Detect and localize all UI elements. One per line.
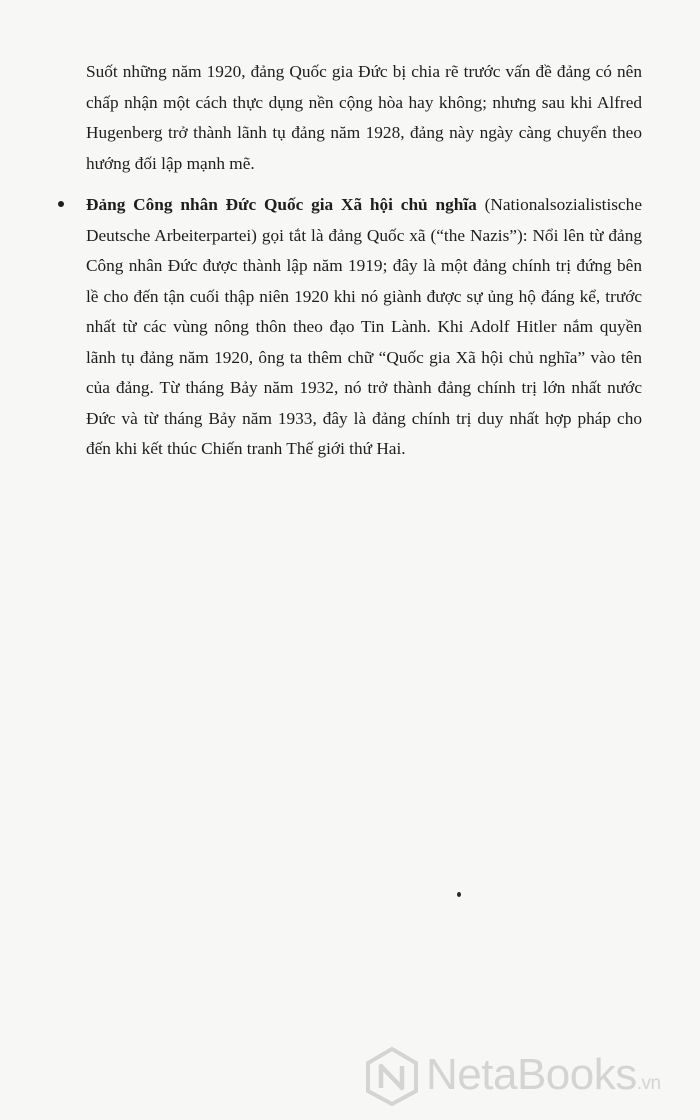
watermark-brand: NetaBooks bbox=[426, 1050, 637, 1099]
netabooks-watermark bbox=[364, 1046, 689, 1106]
bleed-through-text bbox=[72, 482, 652, 512]
bullet-point bbox=[58, 201, 64, 207]
paragraph-nazi-party bbox=[86, 190, 642, 465]
watermark-text bbox=[426, 1050, 661, 1100]
netabooks-logo-icon bbox=[364, 1046, 420, 1106]
watermark-suffix: .vn bbox=[636, 1073, 661, 1094]
paragraph-nationalist-party: Suốt những năm 1920, đảng Quốc gia Đức bị chia rẽ trước vấn đề đảng có nên chấp nhận một cách thực dụng nền cộng hòa hay không; nhưng sau khi Alfred Hugenberg trở thành lãnh tụ đảng năm 1928, đảng này ngày càng chuyển theo hướng đối lập mạnh mẽ. bbox=[86, 62, 642, 173]
nazi-party-name: Đảng Công nhân Đức Quốc gia Xã hội chủ nghĩa bbox=[86, 195, 477, 214]
nazi-party-description: (Nationalsozialistische Deutsche Arbeiterpartei) gọi tắt là đảng Quốc xã (“the Nazis”): Nổi lên từ đảng Công nhân Đức được thành lập năm 1919; đây là một đảng chính trị đứng bên lề cho đến tận cuối thập niên 1920 khi nó giành được sự ủng hộ đáng kể, trước nhất từ các vùng nông thôn theo đạo Tin Lành. Khi Adolf Hitler nắm quyền lãnh tụ đảng năm 1920, ông ta thêm chữ “Quốc gia Xã hội chủ nghĩa” vào tên của đảng. Từ tháng Bảy năm 1932, nó trở thành đảng chính trị lớn nhất nước Đức và từ tháng Bảy năm 1933, đây là đảng chính trị duy nhất hợp pháp cho đến khi kết thúc Chiến tranh Thế giới thứ Hai. bbox=[86, 195, 642, 458]
print-speck bbox=[457, 892, 461, 897]
